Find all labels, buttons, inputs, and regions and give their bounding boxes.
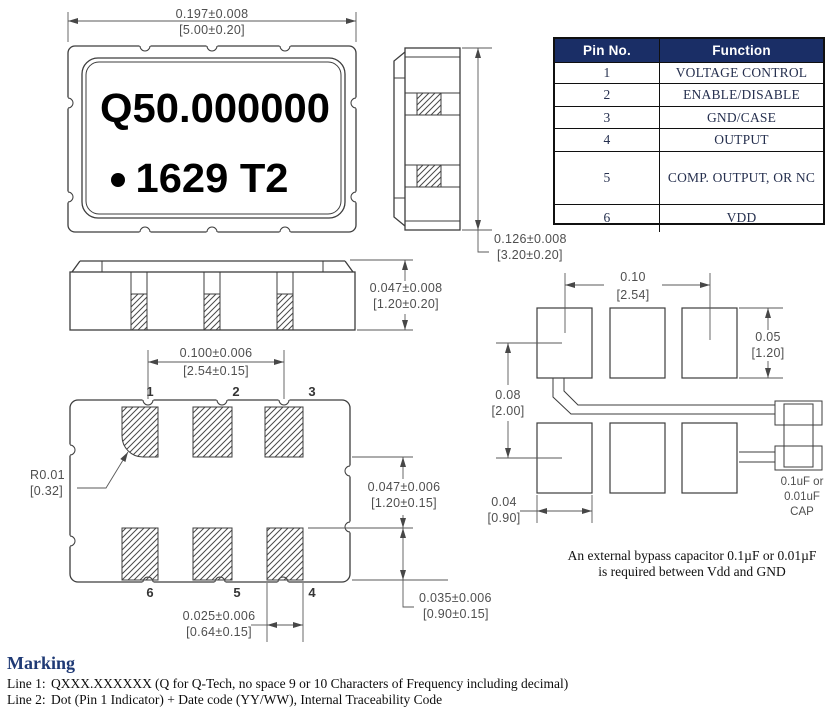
pin-label-1: 1: [146, 384, 154, 399]
marking-title: Marking: [7, 653, 76, 673]
marking-line2-label: Line 2:: [7, 691, 46, 707]
pad-2: [193, 407, 232, 457]
dim-height-inch: 0.047±0.008: [369, 281, 443, 295]
pin-label-5: 5: [233, 585, 241, 600]
table-row: [555, 62, 823, 83]
pad-5: [193, 528, 232, 580]
pad-1: [122, 407, 158, 457]
marking-line2-value: Dot (Pin 1 Indicator) + Date code (YY/WW), Internal Traceability Code: [51, 691, 443, 707]
table-header-function: Function: [660, 39, 823, 62]
bypass-cap-note-line1: An external bypass capacitor 0.1µF or 0.01µF: [567, 548, 817, 563]
pad-3: [265, 407, 303, 457]
pin-label-3: 3: [308, 384, 316, 399]
front-view: [70, 260, 442, 330]
front-view-height-dimension: [350, 260, 442, 330]
land-padheight-dimension: [739, 308, 785, 378]
side-view-height-dimension: [462, 48, 567, 262]
bottom-view: [30, 346, 492, 642]
dim-height-mm: [1.20±0.20]: [373, 297, 439, 311]
device-marking-frequency: Q50.000000: [100, 85, 330, 131]
dim-pitch-inch: 0.100±0.006: [179, 346, 253, 360]
land-dim-padwidth-inch: 0.04: [491, 495, 517, 509]
marking-line1-label: Line 1:: [7, 676, 46, 691]
land-pad-2: [610, 308, 665, 378]
dim-padwidth-mm: [0.64±0.15]: [186, 625, 252, 639]
dim-radius-inch: R0.01: [30, 468, 65, 482]
table-cell-pin: 5: [555, 152, 660, 204]
land-dim-pitch-inch: 0.10: [620, 270, 646, 284]
dim-width-inch: 0.197±0.008: [175, 7, 249, 21]
dim-padheight-inch: 0.035±0.006: [419, 591, 492, 605]
table-cell-pin: 3: [555, 107, 660, 128]
dim-width-mm: [5.00±0.20]: [179, 23, 245, 37]
land-pad-3: [682, 308, 737, 378]
device-marking-datecode: 1629 T2: [135, 155, 289, 201]
pin-function-table: [553, 37, 825, 225]
pad-6: [122, 528, 158, 580]
land-pattern: [487, 270, 823, 579]
marking-line-2: [7, 692, 827, 708]
table-cell-pin: 6: [555, 205, 660, 232]
pin1-indicator-dot: [111, 173, 125, 187]
marking-line1-note: (Q for Q-Tech, no space 9 or 10 Characters of Frequency including decimal): [155, 676, 569, 691]
cap-value-label-1: 0.1uF or: [780, 476, 824, 488]
bypass-cap-note-line2: is required between Vdd and GND: [598, 564, 786, 579]
side-view: [394, 48, 567, 262]
table-row: [555, 151, 823, 204]
table-row: [555, 128, 823, 151]
cap-value-label-2: 0.01uF: [784, 491, 820, 503]
table-cell-function: COMP. OUTPUT, OR NC: [667, 169, 816, 185]
land-dim-pitch-mm: [2.54]: [616, 288, 650, 302]
table-cell-function: VOLTAGE CONTROL: [675, 65, 808, 80]
table-cell-pin: 4: [555, 129, 660, 151]
table-header-pin: Pin No.: [555, 39, 660, 62]
dim-thickness-inch: 0.126±0.008: [494, 232, 567, 246]
dim-thickness-mm: [3.20±0.20]: [497, 248, 563, 262]
dim-padheight-mm: [0.90±0.15]: [423, 607, 489, 621]
marking-line-1: [7, 676, 827, 692]
table-cell-pin: 1: [555, 63, 660, 83]
bottom-pitch-dimension: [148, 346, 284, 399]
pad-4: [267, 528, 303, 580]
bypass-capacitor-footprint: [775, 401, 822, 470]
cap-value-label-3: CAP: [790, 506, 814, 518]
marking-section: [7, 653, 827, 707]
land-pad-5: [610, 423, 665, 493]
dim-radius-mm: [0.32]: [30, 484, 64, 498]
bottom-padheight-dimension: [352, 528, 492, 621]
table-cell-function: GND/CASE: [706, 109, 777, 125]
land-dim-rowgap-inch: 0.08: [495, 388, 521, 402]
land-pad-4: [682, 423, 737, 493]
table-row: [555, 204, 823, 232]
dim-rowgap-mm: [1.20±0.15]: [371, 496, 437, 510]
land-dim-padheight-mm: [1.20]: [751, 346, 785, 360]
top-view-width-dimension: [68, 7, 356, 42]
land-padwidth-dimension: [487, 495, 592, 525]
bottom-padwidth-dimension: [183, 583, 303, 642]
pin-label-2: 2: [232, 384, 240, 399]
table-cell-function: OUTPUT: [714, 132, 769, 147]
land-dim-rowgap-mm: [2.00]: [491, 404, 525, 418]
land-dim-padwidth-mm: [0.90]: [487, 511, 521, 525]
table-cell-function: VDD: [726, 210, 757, 225]
table-row: [555, 83, 823, 106]
pin-label-4: 4: [308, 585, 316, 600]
land-dim-padheight-inch: 0.05: [755, 330, 781, 344]
table-header-row: [555, 39, 823, 62]
table-row: [555, 106, 823, 128]
pin-label-6: 6: [146, 585, 154, 600]
top-view: [63, 7, 362, 238]
dim-pitch-mm: [2.54±0.15]: [183, 364, 249, 378]
dim-rowgap-inch: 0.047±0.006: [367, 480, 441, 494]
table-cell-function: ENABLE/DISABLE: [683, 87, 800, 102]
marking-line1-value: QXXX.XXXXXX: [51, 676, 152, 691]
table-cell-pin: 2: [555, 84, 660, 106]
dim-padwidth-inch: 0.025±0.006: [182, 609, 256, 623]
